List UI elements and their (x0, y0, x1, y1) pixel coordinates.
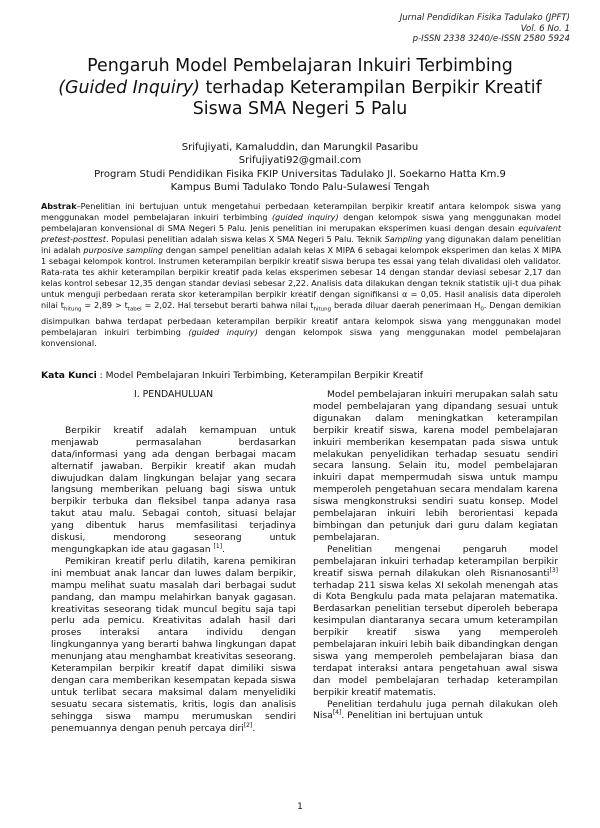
paragraph (313, 699, 558, 723)
abstract-text: dengan kelompok siswa yang menggunakan model pembelajaran konvensional di SMA Negeri 5 Palu. Jenis penelitian ini merupakan eksperimen kuasi dengan desain (41, 212, 561, 234)
paragraph-text: Penelitian mengenai pengaruh model pembelajaran inkuiri terhadap keterampilan berpikir kreatif siswa pernah dilakukan oleh Risnanosanti (313, 543, 558, 579)
citation: [2] (243, 721, 253, 729)
paragraph: Model pembelajaran inkuiri merupakan salah satu model pembelajaran yang dipandang sesuai untuk digunakan dalam meningkatkan keterampilan berpikir kreatif siswa, karena model pembelajaran inkuiri memberikan kesempatan pada siswa untuk melakukan penyelidikan terhadap sesuatu sendiri secara lansung. Selain itu, model pembelajaran inkuiri dapat mempermudah siswa untuk mampu memperoleh pengetahuan secara mendalam karena siswa mengkonstruksi sendiri suatu konsep. Model pembelajaran inkuiri lebih berorientasi kepada bimbingan dan petunjuk dari guru dalam kegiatan pembelajaran. (313, 389, 558, 543)
page-number: 1 (297, 802, 303, 812)
abstract-text: . Dengan demikian disimpulkan bahwa terdapat perbedaan keterampilan berpikir kreatif antara kelompok siswa yang menggunakan model pembelajaran inkuiri terbimbing (41, 300, 561, 338)
journal-issn: p-ISSN 2338 3240/e-ISSN 2580 5924 (412, 34, 570, 45)
citation: [3] (549, 566, 558, 574)
paragraph-text: terhadap 211 siswa kelas XI sekolah menengah atas di Kota Bengkulu pada mata pelajaran matematika. Berdasarkan penelitian tersebut diperoleh beberapa kesimpulan diantaranya secara umum keterampilan berpikir kreatif siswa yang memperoleh pembelajaran inkuiri lebih baik dibandingkan dengan siswa yang memperoleh pembelajaran biasa dan terdapat interaksi antara pengetahuan awal siswa dan model pembelajaran terhadap keterampilan berpikir kreatif matematis. (313, 579, 558, 698)
abstract-subscript: tabel (127, 307, 142, 314)
keywords (41, 370, 581, 381)
abstract-subscript: hitung (63, 307, 82, 314)
abstract (41, 201, 561, 349)
abstract-italic: purposive sampling (83, 245, 163, 256)
paragraph (51, 556, 296, 735)
affiliation-line-2: Kampus Bumi Tadulako Tondo Palu-Sulawesi Tengah (170, 182, 430, 194)
citation: [1] (213, 542, 223, 550)
author-block (0, 141, 600, 195)
abstract-text: –Penelitian ini bertujuan untuk mengetahui perbedaan keterampilan berpikir kreatif antara kelompok siswa yang menggunakan model pembelajaran inkuiri terbimbing (41, 201, 561, 223)
left-column (51, 389, 296, 734)
abstract-text: berada diluar daerah penerimaan H (331, 300, 481, 311)
abstract-text: . Populasi penelitian adalah siswa kelas X SMA Negeri 5 Palu. Teknik (105, 234, 385, 245)
journal-volume: Vol. 6 No. 1 (520, 23, 570, 34)
abstract-subscript: 0 (480, 307, 484, 314)
paragraph-text: Pemikiran kreatif perlu dilatih, karena pemikiran ini membuat anak lancar dan luwes dalam berpikir, mampu melihat suatu masalah dari berbagai sudut pandang, dan mampu melahirkan banyak gagasan. kreativitas seseorang tidak muncul begitu saja tapi perlu ada pemicu. Kreativitas adalah hasil dari proses interaksi antara individu dengan lingkungannya yang berarti bahwa lingkungan dapat menunjang atau menghambat kreativitas seseorang. Keterampilan berpikir kreatif dapat dimiliki siswa dengan cara memberikan kesempatan kepada siswa untuk terlibat secara maksimal dalam menyelidiki sesuatu secara sistematis, kritis, logis dan analisis sehingga siswa mampu merumuskan sendiri penemuannya dengan penuh percaya diri (51, 555, 296, 734)
abstract-italic: equivalent pretest-posttest (41, 223, 561, 245)
author-names: Srifujiyati, Kamaluddin, dan Marungkil Pasaribu (181, 142, 419, 153)
journal-header (400, 13, 570, 45)
paragraph-text: . Penelitian ini bertujuan untuk (341, 710, 483, 722)
paper-title (0, 56, 600, 121)
section-heading: I. PENDAHULUAN (133, 389, 214, 400)
paragraph-text: . (222, 543, 225, 555)
title-line-2 (0, 78, 600, 100)
keywords-text: : Model Pembelajaran Inkuiri Terbimbing, Keterampilan Berpikir Kreatif (96, 370, 423, 381)
paragraph (313, 544, 558, 699)
abstract-text: = 2,02. Hal tersebut berarti bahwa nilai t (141, 300, 314, 311)
abstract-text: yang digunakan dalam penelitian ini adalah (41, 234, 561, 256)
abstract-italic: (guided inquiry) (272, 212, 339, 223)
title-line-2-rest: terhadap Keterampilan Berpikir Kreatif (199, 77, 542, 98)
author-email: Srifujiyati92@gmail.com (238, 155, 362, 167)
paragraph (51, 425, 296, 556)
abstract-subscript: hitung (313, 307, 332, 314)
abstract-italic: Sampling (384, 234, 423, 245)
abstract-text: dengan kelompok siswa yang menggunakan model pembelajaran konvensional. (41, 327, 562, 349)
keywords-label: Kata Kunci (41, 370, 97, 381)
right-column (313, 389, 558, 722)
title-line-1: Pengaruh Model Pembelajaran Inkuiri Terbimbing (87, 56, 513, 76)
paragraph-text: Berpikir kreatif adalah kemampuan untuk menjawab permasalahan berdasarkan data/informasi yang ada dengan berbagai macam alternatif jawaban. Berpikir kreatif akan mudah diwujudkan dalam lingkungan belajar yang secara langsung memberikan peluang bagi siswa untuk berpikir terbuka dan fleksibel tanpa adanya rasa takut atau malu. Sebagai contoh, situasi belajar yang dibentuk harus memfasilitasi terjadinya diskusi, mendorong seseorang untuk mengungkapkan ide atau gagasan (51, 424, 296, 555)
abstract-text: dengan sampel penelitian adalah kelas X MIPA 6 sebagai kelompok eksperimen dan kelas X MIPA 1 sebagai kelompok kontrol. Instrumen keterampilan berpikir kreatif siswa berupa tes essai yang telah divalidasi oleh validator. Rata-rata tes akhir keterampilan berpikir kreatif pada kelas eksperimen sebesar 14 dengan standar deviasi sebesar 2,17 dan kelas kontrol sebesar 12,35 dengan standar deviasi sebesar 2,22. Analisis data dilakukan dengan teknik statistik uji-t dua pihak untuk menguji perbedaan rerata skor keterampilan berpikir kreatif dengan signifikansi α = 0,05. Hasil analisis data diperoleh nilai t (41, 245, 561, 311)
citation: [4] (332, 709, 342, 717)
title-italic: (Guided Inquiry) (58, 77, 200, 98)
abstract-label: Abstrak (41, 201, 77, 211)
title-line-3: Siswa SMA Negeri 5 Palu (192, 99, 408, 119)
journal-name: Jurnal Pendidikan Fisika Tadulako (JPFT) (399, 13, 570, 23)
paragraph-text: . (252, 722, 256, 734)
paragraph-text: Penelitian terdahulu juga pernah dilakukan oleh Nisa (313, 698, 558, 722)
abstract-text: = 2,89 > t (81, 300, 128, 311)
affiliation-line-1: Program Studi Pendidikan Fisika FKIP Universitas Tadulako Jl. Soekarno Hatta Km.9 (94, 168, 506, 180)
abstract-italic: (guided inquiry) (188, 327, 258, 338)
